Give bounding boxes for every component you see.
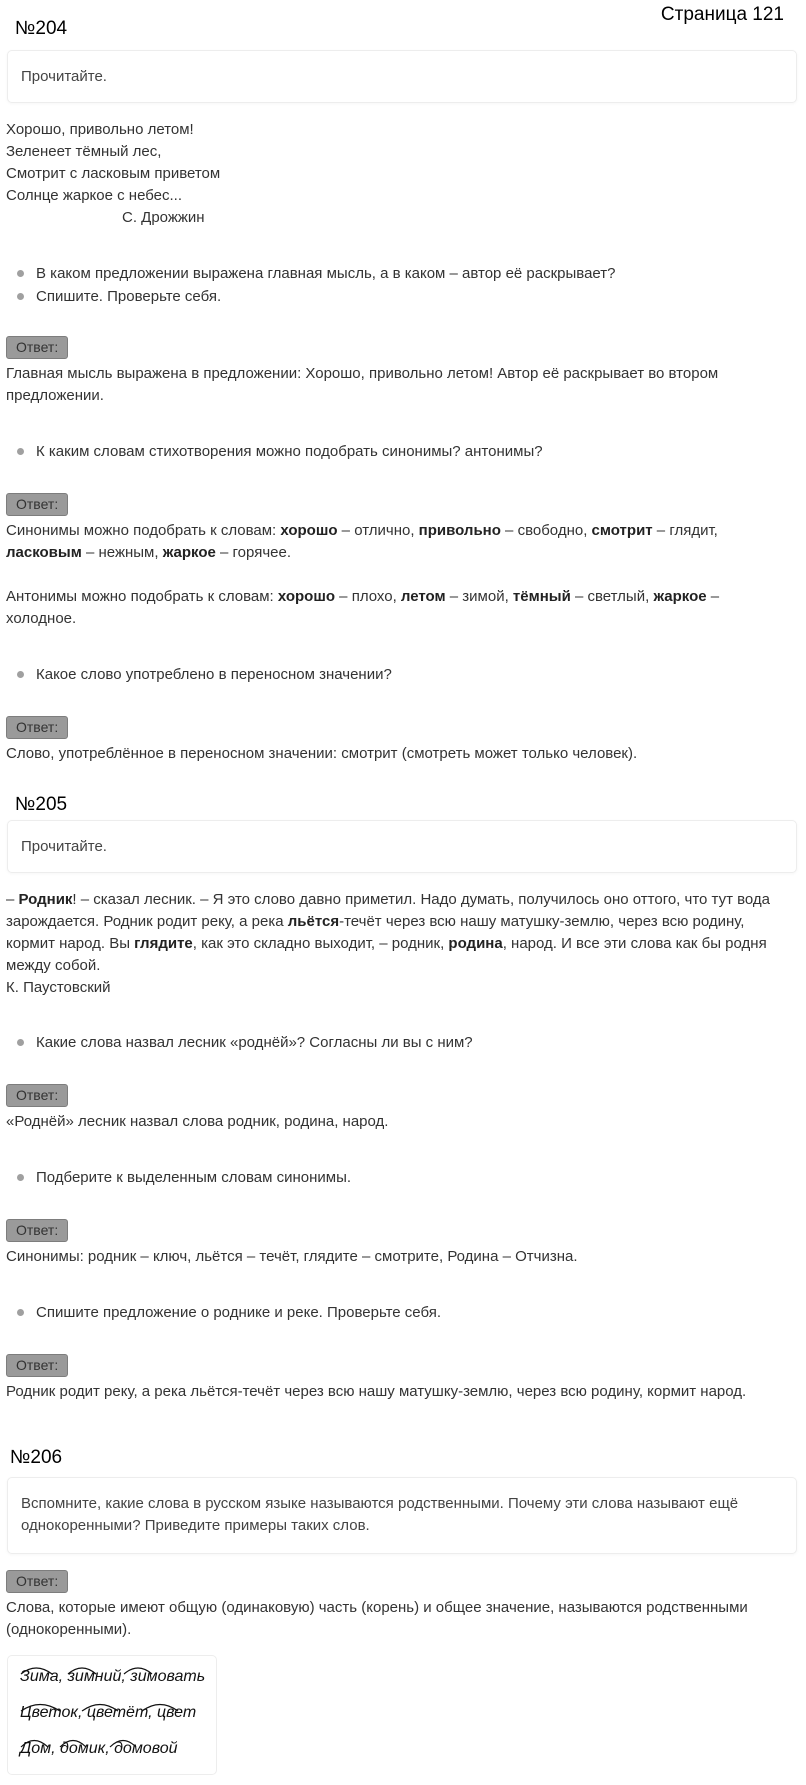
answer-badge: Ответ:: [6, 1084, 68, 1107]
poem-line: Хорошо, привольно летом!: [6, 121, 194, 138]
question: Спишите. Проверьте себя.: [16, 285, 786, 308]
task-text: Прочитайте.: [21, 68, 107, 85]
exercise-number-206: №206: [10, 1447, 63, 1468]
root-arcs-icon: [20, 1702, 220, 1732]
exercise-number-205: №205: [15, 794, 68, 815]
handwritten-line: Зима, зимний, зимовать: [20, 1666, 205, 1688]
root-arcs-icon: [20, 1738, 220, 1768]
handwritten-examples-box: [7, 1655, 217, 1775]
answer-badge: Ответ:: [6, 493, 68, 516]
question-list: [16, 1031, 786, 1054]
antonyms-answer: Антонимы можно подобрать к словам: хорошо – плохо, летом – зимой, тёмный – светлый, жаркое – холодное.: [6, 588, 720, 627]
story-text: – Родник! – сказал лесник. – Я это слово давно приметил. Надо думать, получилось оно оттого, что тут вода зарождается. Родник родит реку, а река льётся-течёт через всю нашу матушку-землю, через всю родину, кормит народ. Вы глядите, как это складно выходит, – родник, родина, народ. И все эти слова как бы родня между собой. К. Паустовский: [6, 889, 791, 999]
question: Какие слова назвал лесник «роднёй»? Согласны ли вы с ним?: [16, 1031, 786, 1054]
task-box-206: [7, 1477, 797, 1554]
task-box-205: [7, 820, 797, 873]
question-list: [16, 262, 786, 308]
answer-text: Слова, которые имеют общую (одинаковую) часть (корень) и общее значение, называются родственными (однокоренными).: [6, 1599, 748, 1638]
question: Подберите к выделенным словам синонимы.: [16, 1166, 786, 1189]
answer-badge: Ответ:: [6, 336, 68, 359]
question: Какое слово употреблено в переносном значении?: [16, 663, 786, 686]
handwritten-line: Дом, домик, домовой: [20, 1738, 177, 1760]
poem-author: С. Дрожжин: [122, 209, 205, 226]
page-number: Страница 121: [660, 4, 784, 25]
task-box-204: [7, 50, 797, 103]
question: Спишите предложение о роднике и реке. Проверьте себя.: [16, 1301, 786, 1324]
question-list: [16, 1166, 786, 1189]
answer-badge: Ответ:: [6, 1570, 68, 1593]
question-list: [16, 1301, 786, 1324]
question-list: [16, 440, 786, 463]
question: В каком предложении выражена главная мысль, а в каком – автор её раскрывает?: [16, 262, 786, 285]
answer-text: Родник родит реку, а река льётся-течёт через всю нашу матушку-землю, через всю родину, кормит народ.: [6, 1383, 747, 1400]
answer-badge: Ответ:: [6, 1219, 68, 1242]
root-arcs-icon: [20, 1666, 220, 1696]
question-list: [16, 663, 786, 686]
answer-text: Главная мысль выражена в предложении: Хорошо, привольно летом! Автор её раскрывает во втором предложении.: [6, 365, 719, 404]
poem-line: Солнце жаркое с небес...: [6, 187, 183, 204]
handwritten-line: Цветок, цветёт, цвет: [20, 1702, 196, 1724]
answer-text: Синонимы: родник – ключ, льётся – течёт, глядите – смотрите, Родина – Отчизна.: [6, 1248, 578, 1265]
answer-text: Слово, употреблённое в переносном значении: смотрит (смотреть может только человек).: [6, 745, 638, 762]
synonyms-answer: Синонимы можно подобрать к словам: хорошо – отлично, привольно – свободно, смотрит – глядит, ласковым – нежным, жаркое – горячее.: [6, 522, 718, 561]
poem-line: Смотрит с ласковым приветом: [6, 165, 221, 182]
exercise-number-204: №204: [15, 18, 68, 39]
poem-line: Зеленеет тёмный лес,: [6, 143, 162, 160]
task-text: Прочитайте.: [21, 838, 107, 855]
poem: [6, 119, 791, 229]
task-text: Вспомните, какие слова в русском языке называются родственными. Почему эти слова называют ещё однокоренными? Приведите примеры таких слов.: [21, 1495, 739, 1534]
answer-text: «Роднёй» лесник назвал слова родник, родина, народ.: [6, 1113, 389, 1130]
answer-badge: Ответ:: [6, 716, 68, 739]
answer-badge: Ответ:: [6, 1354, 68, 1377]
story-author: К. Паустовский: [6, 979, 111, 996]
question: К каким словам стихотворения можно подобрать синонимы? антонимы?: [16, 440, 786, 463]
